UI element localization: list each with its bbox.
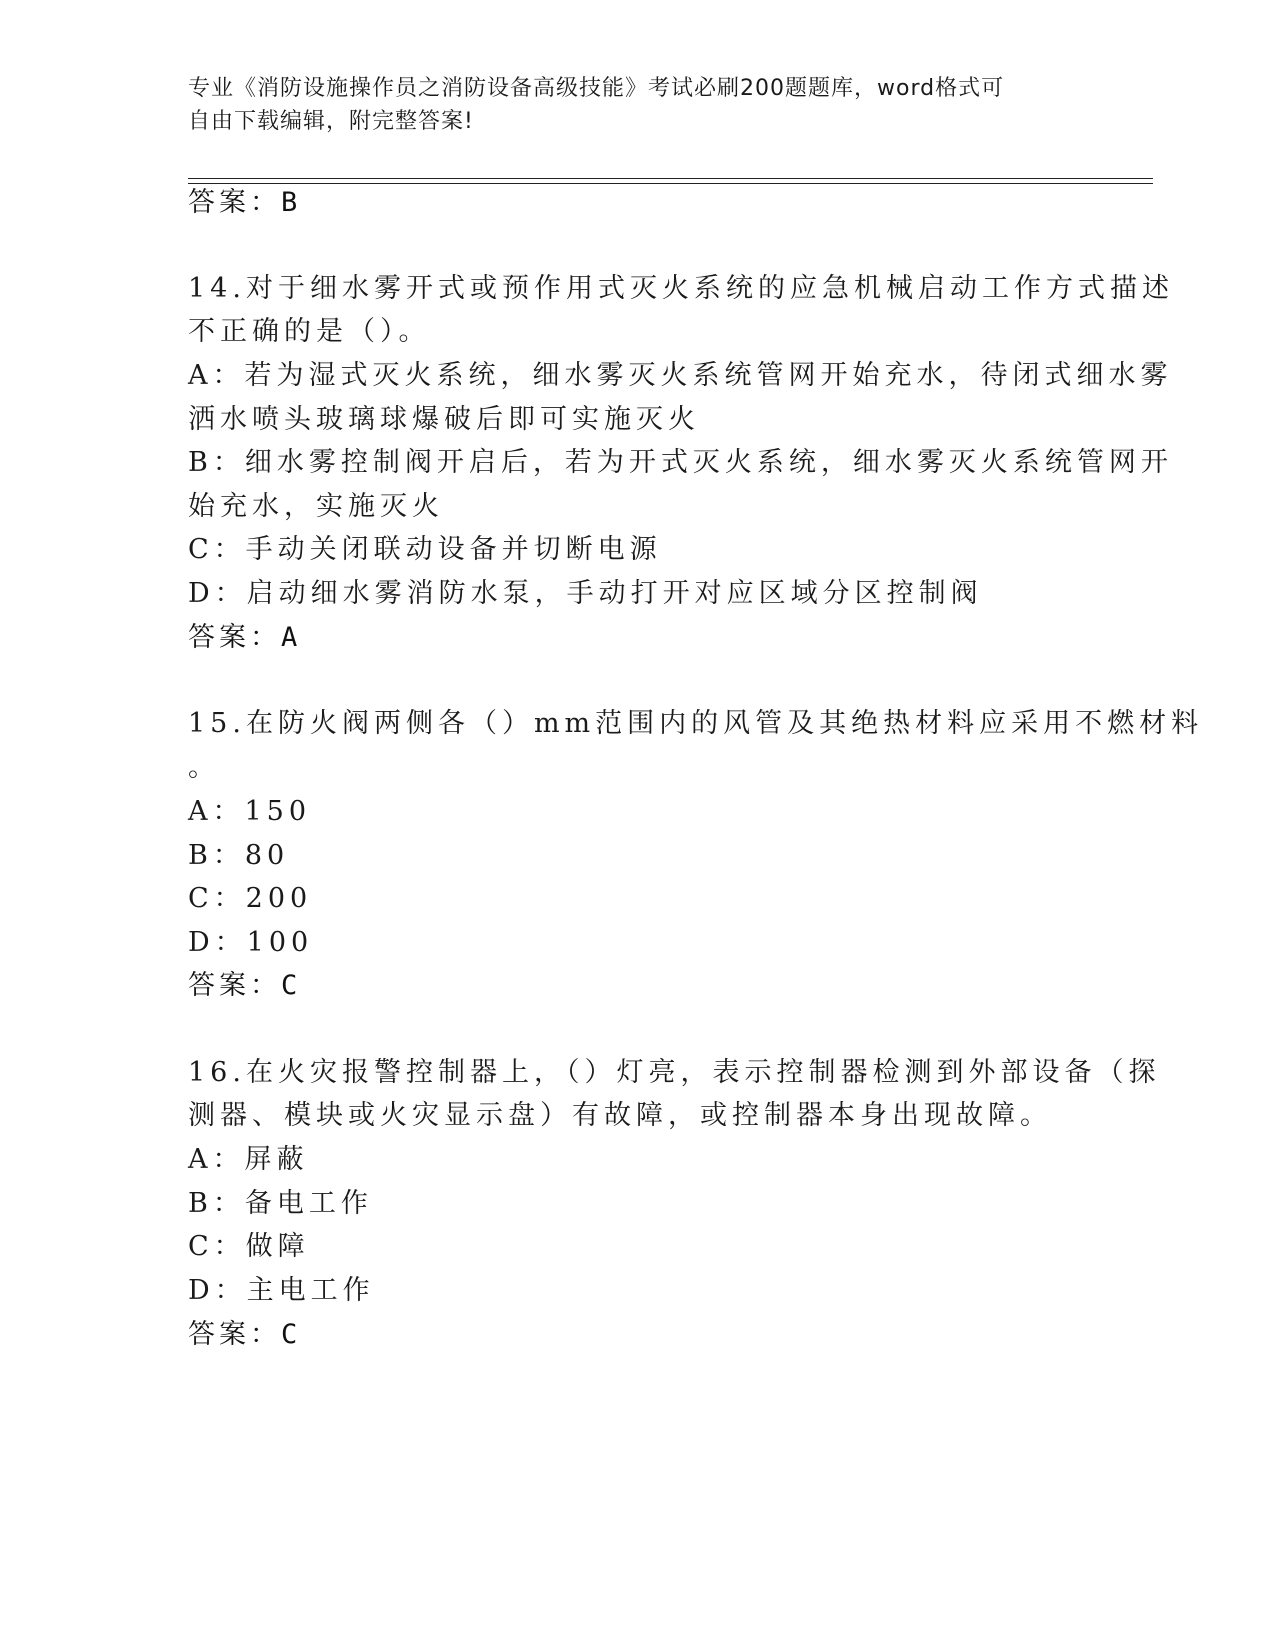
- header-rule-top: [188, 178, 1153, 179]
- answer-label: 答案：: [188, 187, 281, 218]
- question-14-option-b-line-1: B：细水雾控制阀开启后，若为开式灭火系统，细水雾灭火系统管网开: [188, 447, 1173, 478]
- answer-label: 答案：: [188, 1319, 281, 1350]
- question-15-option-c: C：200: [188, 883, 313, 914]
- answer-value: B: [281, 187, 300, 218]
- document-header: [188, 72, 1088, 138]
- question-14-option-b-line-2: 始充水，实施灭火: [188, 491, 444, 522]
- question-16-text-line-2: 测器、模块或火灾显示盘）有故障，或控制器本身出现故障。: [188, 1100, 1052, 1131]
- previous-answer: [188, 186, 299, 220]
- question-15-option-b: B：80: [188, 840, 290, 871]
- question-16-option-b: B：备电工作: [188, 1188, 373, 1219]
- question-14-option-a-line-1: A：若为湿式灭火系统，细水雾灭火系统管网开始充水，待闭式细水雾: [188, 360, 1173, 391]
- header-line-1: 专业《消防设施操作员之消防设备高级技能》考试必刷200题题库，word格式可: [188, 76, 1005, 101]
- header-line-2: 自由下载编辑，附完整答案!: [188, 109, 474, 134]
- question-14-option-d: D：启动细水雾消防水泵，手动打开对应区域分区控制阀: [188, 578, 983, 609]
- answer-label: 答案：: [188, 622, 281, 653]
- question-14-option-c: C：手动关闭联动设备并切断电源: [188, 534, 662, 565]
- question-16-option-a: A：屏蔽: [188, 1144, 309, 1175]
- question-16-option-d: D：主电工作: [188, 1275, 375, 1306]
- question-16-option-c: C：做障: [188, 1231, 310, 1262]
- header-rule-bottom: [188, 183, 1153, 184]
- question-16-text-line-1: 16.在火灾报警控制器上，（）灯亮，表示控制器检测到外部设备（探: [188, 1057, 1161, 1088]
- question-15-option-a: A：150: [188, 796, 312, 827]
- question-15-text-line-2: 。: [188, 752, 220, 783]
- question-15-answer: [188, 969, 299, 1003]
- answer-label: 答案：: [188, 970, 281, 1001]
- question-14-text-line-1: 14.对于细水雾开式或预作用式灭火系统的应急机械启动工作方式描述: [188, 273, 1174, 304]
- answer-value: C: [281, 1319, 300, 1350]
- question-15-text-line-1: 15.在防火阀两侧各（）mm范围内的风管及其绝热材料应采用不燃材料: [188, 708, 1204, 739]
- question-15-option-d: D：100: [188, 927, 314, 958]
- question-14-option-a-line-2: 洒水喷头玻璃球爆破后即可实施灭火: [188, 404, 700, 435]
- question-14-answer: [188, 621, 299, 655]
- answer-value: C: [281, 970, 300, 1001]
- question-16-answer: [188, 1318, 299, 1352]
- answer-value: A: [281, 622, 300, 653]
- question-14-text-line-2: 不正确的是（）。: [188, 316, 431, 347]
